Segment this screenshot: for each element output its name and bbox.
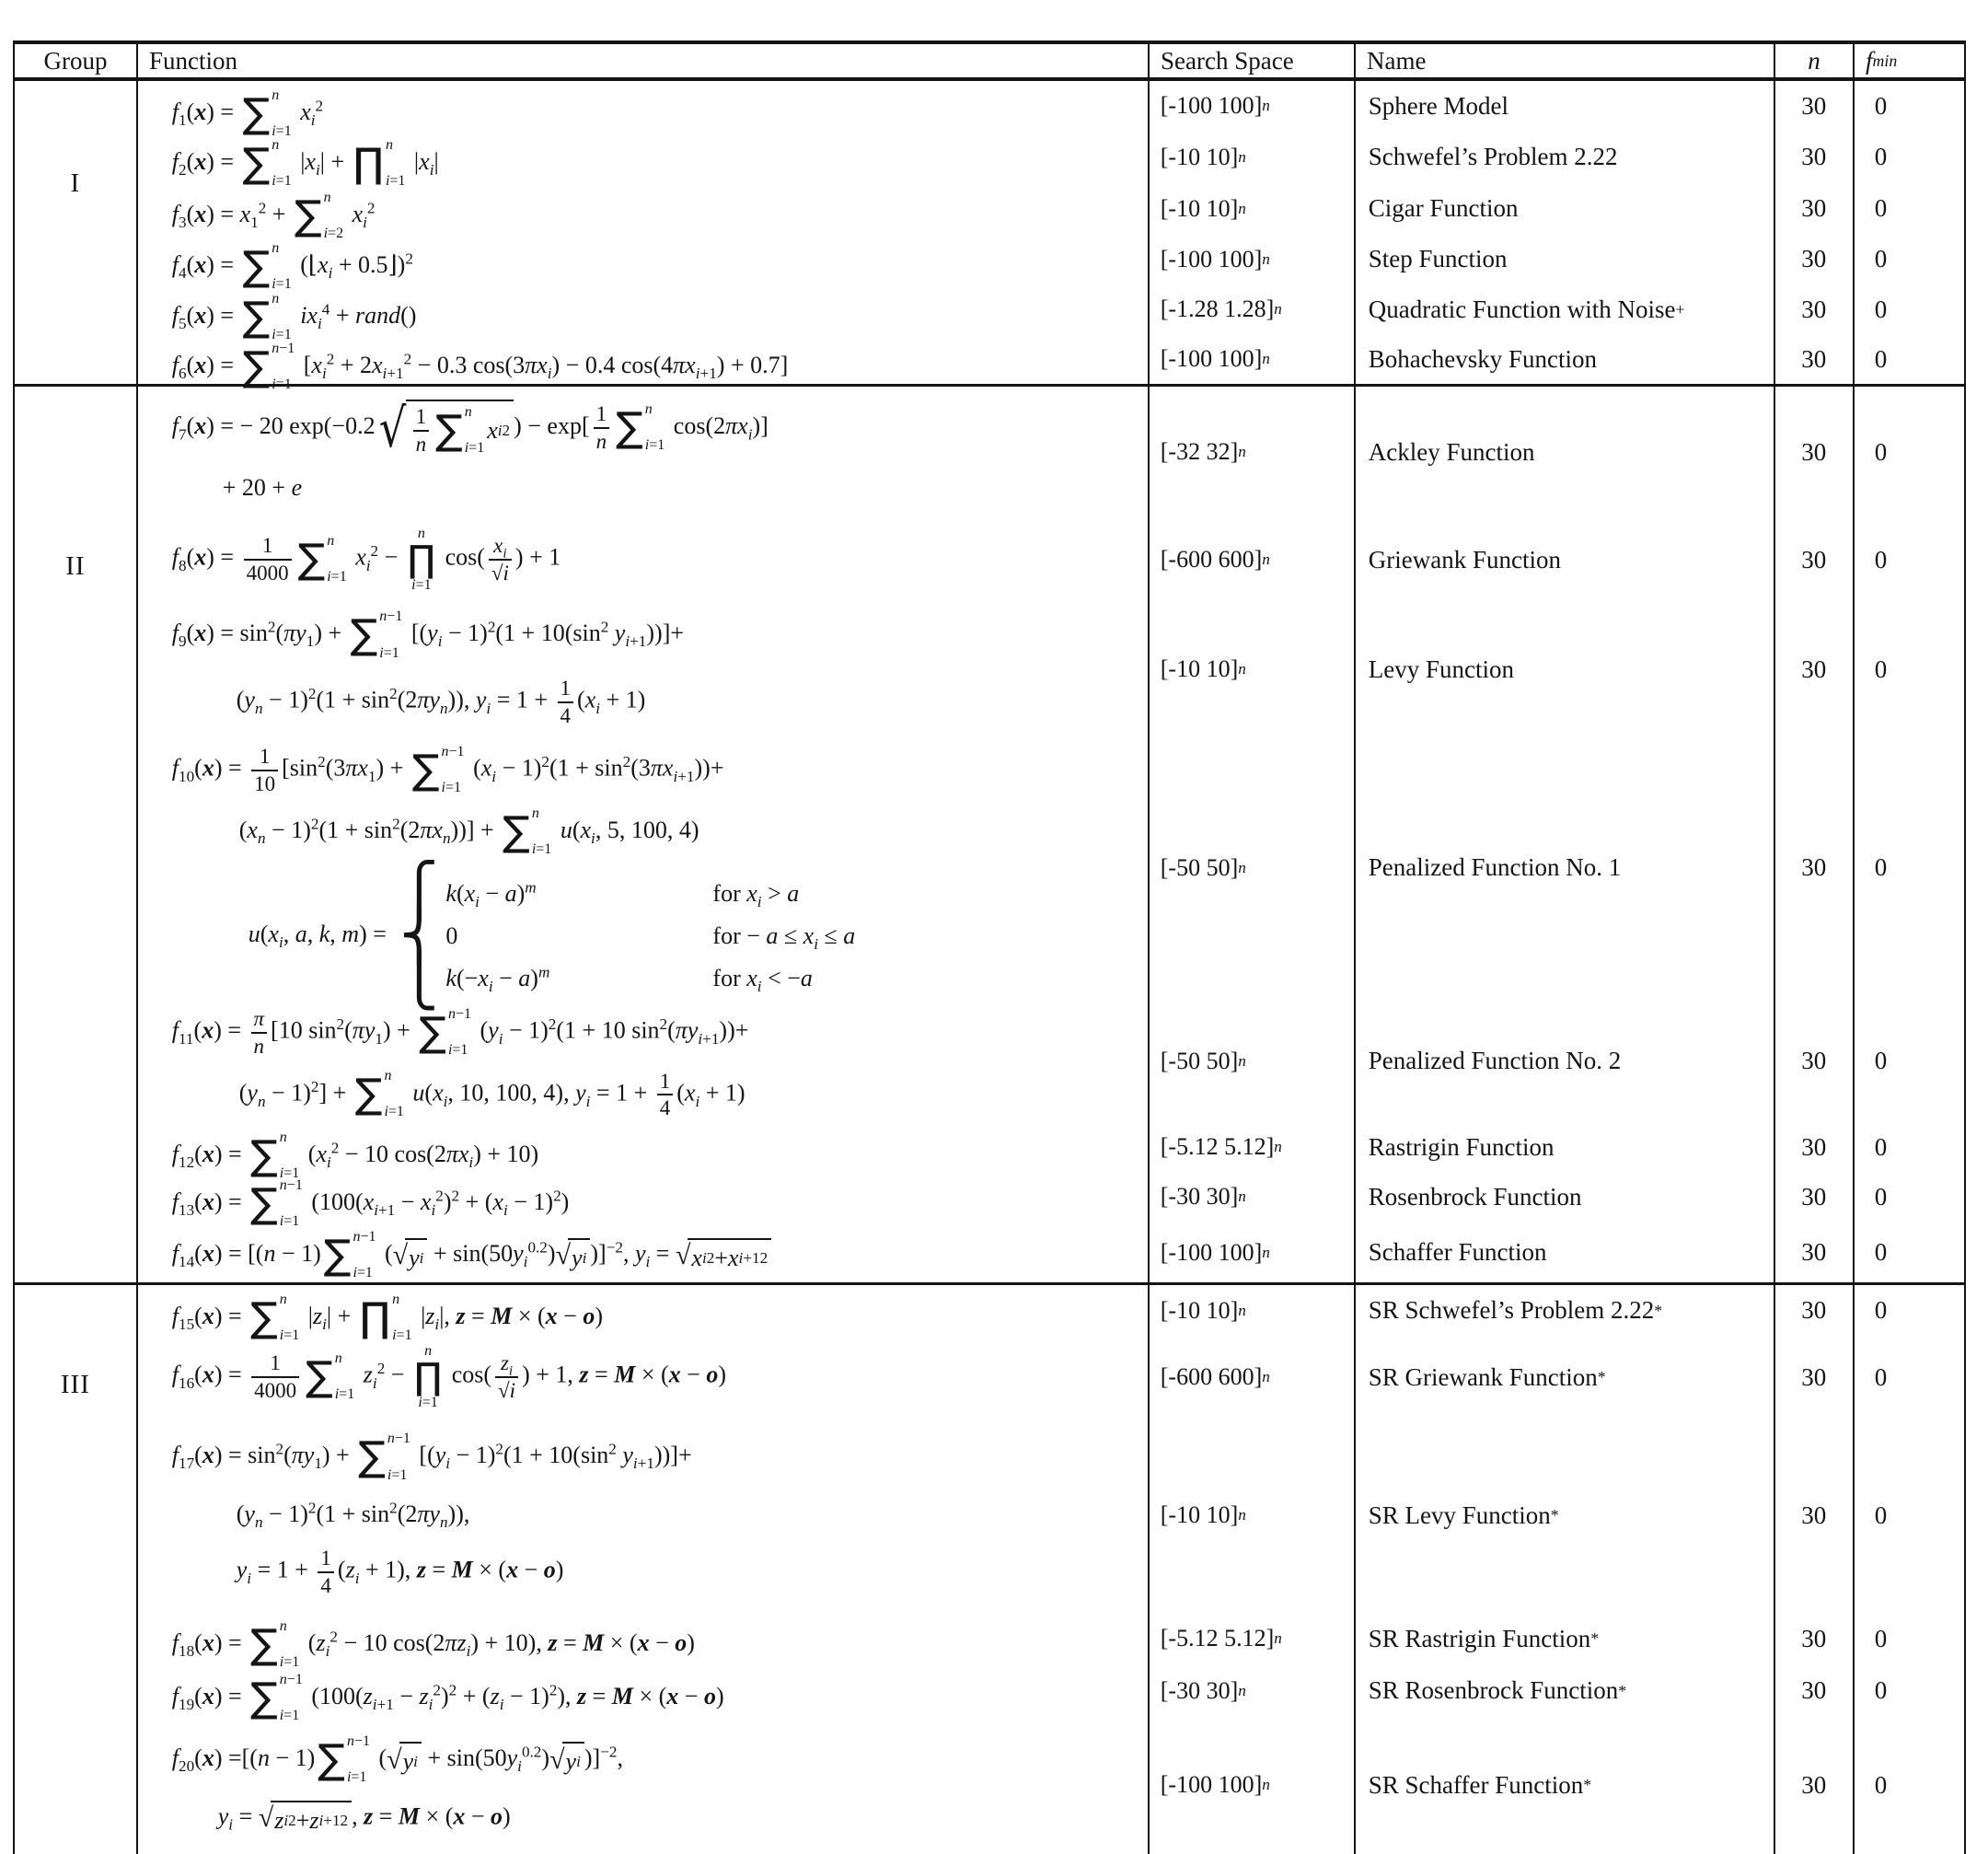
formula-f15-line-1: $f_{15}(x)$ = ∑ n i=1 $|z_i|$ + ∏ n i=1 $|z_i|$, z = M × (x − o) [171, 1292, 604, 1344]
table-row-f15 [136, 1285, 1964, 1344]
n-value-f9: 30 [1774, 602, 1853, 736]
table-row-f11 [136, 999, 1964, 1123]
header-fmin: f min [1853, 44, 1964, 77]
function-name-f10: Penalized Function No. 1 [1354, 736, 1774, 999]
n-value-f14: 30 [1774, 1222, 1853, 1282]
table-row-f2 [136, 131, 1964, 190]
n-value-f13: 30 [1774, 1171, 1853, 1222]
search-space-f1: [-100 100] n [1148, 81, 1354, 131]
function-name-f19: SR Rosenbrock Function * [1354, 1665, 1774, 1716]
table-header-row [15, 44, 1964, 81]
search-space-f4: [-100 100] n [1148, 234, 1354, 284]
formula-cell-f3 [136, 183, 1148, 242]
search-space-f12: [-5.12 5.12] n [1148, 1123, 1354, 1171]
table-row-f9 [136, 602, 1964, 736]
table-row-f16 [136, 1336, 1964, 1419]
function-name-f5: Quadratic Function with Noise + [1354, 284, 1774, 334]
table-row-f14 [136, 1222, 1964, 1282]
function-name-f11: Penalized Function No. 2 [1354, 999, 1774, 1123]
table-row-f8 [136, 517, 1964, 602]
formula-f17-line-3: $y_i = 1$ + $\frac{1}{4}$ $(z_i + 1)$, z = M × (x − o) [236, 1547, 564, 1597]
n-value-f18: 30 [1774, 1612, 1853, 1665]
function-name-f14: Schaffer Function [1354, 1222, 1774, 1282]
function-name-f7: Ackley Function [1354, 387, 1774, 517]
header-group: Group [43, 46, 108, 75]
group-III [15, 1285, 1964, 1854]
formula-cell-f9 [136, 602, 1148, 736]
formula-f11-line-2: $(y_n - 1)^2$] + ∑ n i=1 $u(x_i$, 10, 100, 4), $y_i = 1$ + $\frac{1}{4}$ $(x_i + 1)$ [238, 1068, 746, 1120]
n-value-f6: 30 [1774, 334, 1853, 384]
search-space-f10: [-50 50] n [1148, 736, 1354, 999]
formula-cell-f2 [136, 131, 1148, 190]
formula-cell-f13 [136, 1171, 1148, 1230]
formula-f10-line-3: $u(x_i$, a, k, m) = ⎧ ⎨ ⎩ $k(x_i - a)^m$ for $x_i > a$ 0 for − $a \le x_i \le a$ $k(-x_i - a)^m$ for $x_i < -a$ [248, 860, 856, 1012]
search-space-f3: [-10 10] n [1148, 183, 1354, 234]
n-value-f1: 30 [1774, 81, 1853, 131]
fmin-value-f17: 0 [1853, 1419, 1964, 1612]
n-value-f17: 30 [1774, 1419, 1853, 1612]
function-name-f2: Schwefel’s Problem 2.22 [1354, 131, 1774, 183]
n-value-f12: 30 [1774, 1123, 1853, 1171]
n-value-f10: 30 [1774, 736, 1853, 999]
search-space-f8: [-600 600] n [1148, 517, 1354, 602]
group-cell-III [15, 1285, 136, 1854]
formula-f9-line-2: $(y_n - 1)^2(1 + \sin^2(2\pi y_n))$, $y_i = 1$ + $\frac{1}{4}$ $(x_i + 1)$ [236, 677, 646, 727]
header-n: n [1774, 44, 1853, 77]
fmin-value-f7: 0 [1853, 387, 1964, 517]
n-value-f16: 30 [1774, 1336, 1853, 1419]
n-value-f15: 30 [1774, 1285, 1853, 1336]
group-rows-I [136, 81, 1964, 393]
n-value-f5: 30 [1774, 284, 1853, 334]
group-label-II: II [65, 551, 86, 581]
formula-f1-line-1: $f_1(x)$ = ∑ n i=1 $x_i^2$ [171, 87, 324, 140]
n-value-f3: 30 [1774, 183, 1853, 234]
formula-cell-f16 [136, 1336, 1148, 1419]
search-space-f5: [-1.28 1.28] n [1148, 284, 1354, 334]
function-name-f9: Levy Function [1354, 602, 1774, 736]
formula-cell-f19 [136, 1665, 1148, 1724]
table-row-f3 [136, 183, 1964, 242]
formula-f17-line-2: $(y_n - 1)^2(1 + \sin^2(2\pi y_n))$, [236, 1499, 470, 1532]
fmin-value-f3: 0 [1853, 183, 1964, 234]
group-cell-I [15, 81, 136, 384]
fmin-value-f13: 0 [1853, 1171, 1964, 1222]
search-space-f2: [-10 10] n [1148, 131, 1354, 183]
header-search-space: Search Space [1148, 44, 1354, 77]
formula-cell-f11 [136, 999, 1148, 1123]
n-value-f2: 30 [1774, 131, 1853, 183]
fmin-value-f9: 0 [1853, 602, 1964, 736]
formula-f3-line-1: $f_3(x) = x_1^2$ + ∑ n i=2 $x_i^2$ [171, 190, 376, 242]
formula-f10-line-1: $f_{10}(x)$ = $\frac{1}{10}$ [$\sin^2(3\pi x_1)$ + ∑ n−1 i=1 $(x_i - 1)^2(1 + \sin^2(3\pi x_{i+1}))+$ [171, 743, 724, 795]
search-space-f16: [-600 600] n [1148, 1336, 1354, 1419]
formula-f7-line-1: $f_7(x)$ = − 20 exp(−0.2 √ 1 n ∑ n i=1 x i 2 ) − exp[ $\frac{1}{n}$ ∑ n i=1 $\cos(2\pi x_i)$] [171, 397, 769, 459]
formula-f19-line-1: $f_{19}(x)$ = ∑ n−1 i=1 $(100(z_{i+1} - z_i^2)^2 + (z_i - 1)^2)$, z = M × (x − o) [171, 1672, 724, 1724]
search-space-f15: [-10 10] n [1148, 1285, 1354, 1336]
fmin-value-f1: 0 [1853, 81, 1964, 131]
table-row-f10 [136, 736, 1964, 1012]
table-row-f19 [136, 1665, 1964, 1724]
function-name-f8: Griewank Function [1354, 517, 1774, 602]
search-space-f20: [-100 100] n [1148, 1716, 1354, 1854]
fmin-value-f8: 0 [1853, 517, 1964, 602]
formula-f6-line-1: $f_6(x)$ = ∑ n−1 i=1 [$x_i^2 + 2x_{i+1}^2 - 0.3$ $\cos(3\pi x_i) - 0.4$ $\cos(4\pi x_{i+1}) + 0.7$] [171, 341, 789, 393]
formula-cell-f12 [136, 1123, 1148, 1182]
formula-cell-f20 [136, 1716, 1148, 1854]
table-row-f20 [136, 1716, 1964, 1854]
formula-cell-f14 [136, 1222, 1148, 1282]
table-row-f12 [136, 1123, 1964, 1182]
fmin-value-f11: 0 [1853, 999, 1964, 1123]
formula-f17-line-1: $f_{17}(x) = \sin^2(\pi y_1)$ + ∑ n−1 i=1 [$(y_i - 1)^2(1 + 10(\sin^2$ $y_{i+1}))]+$ [171, 1431, 692, 1483]
formula-f7-line-2: + 20 + e [222, 474, 303, 502]
fmin-value-f14: 0 [1853, 1222, 1964, 1282]
header-function: Function [136, 44, 1148, 77]
function-name-f4: Step Function [1354, 234, 1774, 284]
fmin-value-f10: 0 [1853, 736, 1964, 999]
table-row-f5 [136, 284, 1964, 343]
formula-cell-f17 [136, 1419, 1148, 1612]
function-name-f20: SR Schaffer Function * [1354, 1716, 1774, 1854]
function-name-f3: Cigar Function [1354, 183, 1774, 234]
fmin-value-f2: 0 [1853, 131, 1964, 183]
formula-f10-line-2: $(x_n - 1)^2(1 + \sin^2(2\pi x_n))$] + ∑ n i=1 $u(x_i$, 5, 100, 4) [238, 805, 699, 858]
formula-cell-f6 [136, 334, 1148, 393]
table-body [15, 81, 1964, 1854]
formula-cell-f18 [136, 1612, 1148, 1671]
formula-f9-line-1: $f_9(x) = \sin^2(\pi y_1)$ + ∑ n−1 i=1 [$(y_i - 1)^2(1 + 10(\sin^2$ $y_{i+1}))]+$ [171, 608, 685, 661]
table-row-f1 [136, 81, 1964, 140]
table-row-f17 [136, 1419, 1964, 1612]
group-I [15, 81, 1964, 393]
group-II [15, 387, 1964, 1285]
formula-f5-line-1: $f_5(x)$ = ∑ n i=1 $ix_i^4$ + rand() [171, 291, 417, 343]
search-space-f19: [-30 30] n [1148, 1665, 1354, 1716]
group-rows-III [136, 1285, 1964, 1854]
group-label-III: III [60, 1370, 90, 1399]
formula-cell-f15 [136, 1285, 1148, 1344]
n-value-f11: 30 [1774, 999, 1853, 1123]
search-space-f6: [-100 100] n [1148, 334, 1354, 384]
table-row-f13 [136, 1171, 1964, 1230]
group-cell-II [15, 387, 136, 1282]
formula-f20-line-1: $f_{20}(x) =[(n - 1)$ ∑ n−1 i=1 ( √ y i + $\sin(50y_i^{0.2})$ √ y i )]$^{-2}$, [171, 1732, 623, 1785]
group-label-I: I [70, 168, 81, 198]
formula-f8-line-1: $f_8(x)$ = $\frac{1}{4000}$ ∑ n i=1 $x_i^2$ − n ∏ i=1 cos( $\frac{x_i}{√i}$ ) + 1 [171, 526, 561, 593]
function-name-f6: Bohachevsky Function [1354, 334, 1774, 384]
formula-cell-f4 [136, 234, 1148, 293]
function-name-f15: SR Schwefel’s Problem 2.22 * [1354, 1285, 1774, 1336]
formula-cell-f7 [136, 387, 1148, 517]
function-name-f1: Sphere Model [1354, 81, 1774, 131]
n-value-f4: 30 [1774, 234, 1853, 284]
formula-f18-line-1: $f_{18}(x)$ = ∑ n i=1 ($z_i^2 - 10$ $\cos(2\pi z_i) + 10$), z = M × (x − o) [171, 1618, 695, 1671]
n-value-f19: 30 [1774, 1665, 1853, 1716]
fmin-value-f18: 0 [1853, 1612, 1964, 1665]
function-name-f12: Rastrigin Function [1354, 1123, 1774, 1171]
group-rows-II [136, 387, 1964, 1282]
table-row-f18 [136, 1612, 1964, 1671]
formula-f16-line-1: $f_{16}(x)$ = $\frac{1}{4000}$ ∑ n i=1 $z_i^2$ − n ∏ i=1 cos( $\frac{z_i}{√i}$ ) + 1, z = M × (x − o) [171, 1343, 726, 1410]
formula-cell-f8 [136, 517, 1148, 602]
table-row-f4 [136, 234, 1964, 293]
search-space-f7: [-32 32] n [1148, 387, 1354, 517]
fmin-value-f15: 0 [1853, 1285, 1964, 1336]
search-space-f14: [-100 100] n [1148, 1222, 1354, 1282]
search-space-f17: [-10 10] n [1148, 1419, 1354, 1612]
table-row-f7 [136, 387, 1964, 517]
fmin-value-f16: 0 [1853, 1336, 1964, 1419]
fmin-value-f4: 0 [1853, 234, 1964, 284]
search-space-f9: [-10 10] n [1148, 602, 1354, 736]
formula-f20-line-2: $y_i$ = √ z i 2 + z i+1 2 , z = M × (x − o) [172, 1793, 1148, 1844]
search-space-f13: [-30 30] n [1148, 1171, 1354, 1222]
formula-cell-f5 [136, 284, 1148, 343]
formula-f12-line-1: $f_{12}(x)$ = ∑ n i=1 ($x_i^2 - 10$ $\cos(2\pi x_i) + 10$) [171, 1130, 539, 1182]
search-space-f11: [-50 50] n [1148, 999, 1354, 1123]
formula-f11-line-1: $f_{11}(x)$ = $\frac{\pi}{n}$ [10 $\sin^2(\pi y_1)$ + ∑ n−1 i=1 $(y_i - 1)^2(1 + 10$ $\sin^2(\pi y_{i+1}))+$ [171, 1005, 749, 1058]
formula-cell-f10 [136, 736, 1148, 1012]
formula-cell-f1 [136, 81, 1148, 140]
n-value-f8: 30 [1774, 517, 1853, 602]
formula-f14-line-1: $f_{14}(x) = [(n - 1)$ ∑ n−1 i=1 ( √ y i + $\sin(50y_i^{0.2})$ √ y i )]$^{-2}$, $y_i$ = √ x i 2 + x i+1 2 [172, 1222, 1148, 1282]
fmin-value-f19: 0 [1853, 1665, 1964, 1716]
fmin-value-f5: 0 [1853, 284, 1964, 334]
n-value-f7: 30 [1774, 387, 1853, 517]
search-space-f18: [-5.12 5.12] n [1148, 1612, 1354, 1665]
formula-f13-line-1: $f_{13}(x)$ = ∑ n−1 i=1 $(100(x_{i+1} - x_i^2)^2 + (x_i - 1)^2)$ [171, 1177, 570, 1230]
n-value-f20: 30 [1774, 1716, 1853, 1854]
function-name-f18: SR Rastrigin Function * [1354, 1612, 1774, 1665]
formula-f4-line-1: $f_4(x)$ = ∑ n i=1 ($⌊x_i$ + 0.5⌋)$^2$ [171, 240, 413, 293]
function-name-f13: Rosenbrock Function [1354, 1171, 1774, 1222]
fmin-value-f12: 0 [1853, 1123, 1964, 1171]
benchmark-functions-table [13, 41, 1966, 1854]
table-row-f6 [136, 334, 1964, 393]
formula-f2-line-1: $f_2(x)$ = ∑ n i=1 $|x_i|$ + ∏ n i=1 $|x_i|$ [171, 137, 439, 190]
header-name: Name [1354, 44, 1774, 77]
function-name-f16: SR Griewank Function * [1354, 1336, 1774, 1419]
fmin-value-f20: 0 [1853, 1716, 1964, 1854]
fmin-value-f6: 0 [1853, 334, 1964, 384]
function-name-f17: SR Levy Function * [1354, 1419, 1774, 1612]
